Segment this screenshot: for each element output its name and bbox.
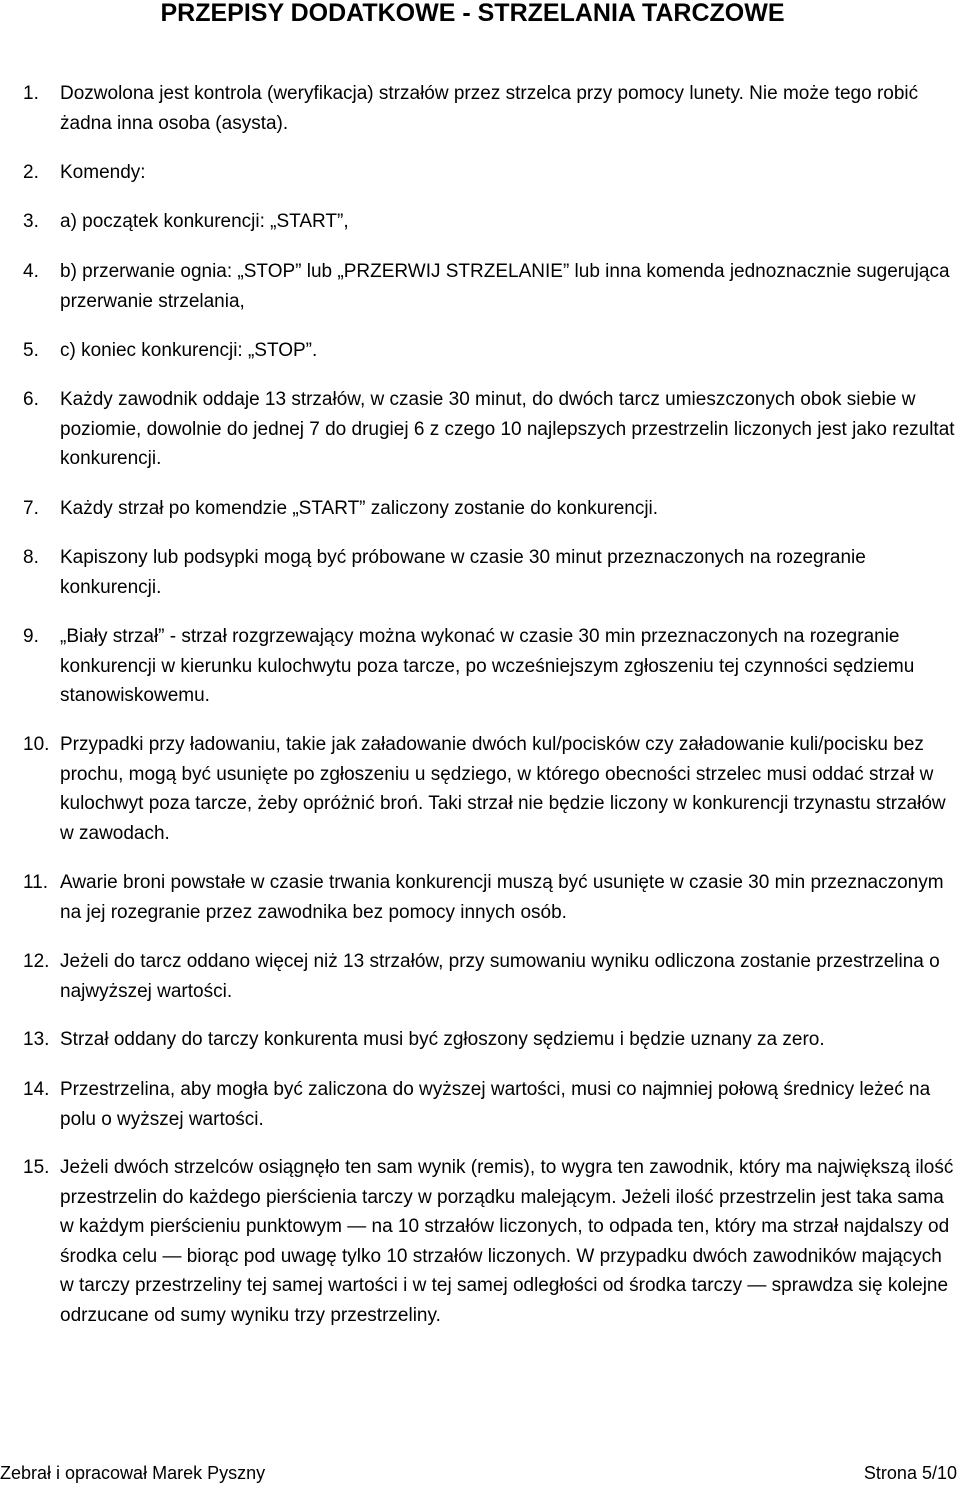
rule-item-6 <box>23 385 958 474</box>
rule-item-14 <box>23 1075 958 1134</box>
rule-number: 11. <box>23 872 49 893</box>
rule-number: 13. <box>23 1029 50 1050</box>
rule-number: 12. <box>23 951 50 972</box>
rule-text: b) przerwanie ognia: „STOP” lub „PRZERWIJ STRZELANIE” lub inna komenda jednoznacznie sugerująca przerwanie strzelania, <box>60 261 950 312</box>
rule-text: Dozwolona jest kontrola (weryfikacja) strzałów przez strzelca przy pomocy lunety. Nie może tego robić żadna inna osoba (asysta). <box>60 83 919 134</box>
rule-text: „Biały strzał” - strzał rozgrzewający można wykonać w czasie 30 min przeznaczonych na rozegranie konkurencji w kierunku kulochwytu poza tarcze, po wcześniejszym zgłoszeniu tej czynności sędziemu stanowiskowemu. <box>60 626 915 706</box>
rule-text: Przypadki przy ładowaniu, takie jak załadowanie dwóch kul/pocisków czy załadowanie kuli/pocisku bez prochu, mogą być usunięte po zgłoszeniu u sędziego, w którego obecności strzelec musi oddać strzał w kulochwyt poza tarcze, żeby opróżnić broń. Taki strzał nie będzie liczony w konkurencji trzynastu strzałów w zawodach. <box>60 734 946 844</box>
rule-text: Strzał oddany do tarczy konkurenta musi być zgłoszony sędziemu i będzie uznany za zero. <box>60 1029 825 1050</box>
rule-item-15 <box>23 1153 958 1330</box>
rule-text: Jeżeli dwóch strzelców osiągnęło ten sam wynik (remis), to wygra ten zawodnik, który ma największą ilość przestrzelin do każdego pierścienia tarczy w porządku malejącym. Jeżeli ilość przestrzelin jest taka sama w każdym pierścieniu punktowym — na 10 strzałów liczonych, to odpada ten, który ma strzał najdalszy od środka celu — biorąc pod uwagę tylko 10 strzałów liczonych. W przypadku dwóch zawodników mających w tarczy przestrzeliny tej samej wartości i w tej samej odległości od środka tarczy — sprawdza się kolejne odrzucane od sumy wyniku trzy przestrzeliny. <box>60 1157 954 1326</box>
rule-number: 6. <box>23 389 39 410</box>
rule-text: Każdy zawodnik oddaje 13 strzałów, w czasie 30 minut, do dwóch tarcz umieszczonych obok siebie w poziomie, dowolnie do jednej 7 do drugiej 6 z czego 10 najlepszych przestrzelin liczonych jest jako rezultat konkurencji. <box>60 389 955 469</box>
rule-item-5 <box>23 336 958 366</box>
rule-item-4 <box>23 257 958 316</box>
document-title: PRZEPISY DODATKOWE - STRZELANIA TARCZOWE <box>160 0 785 27</box>
footer-author: Zebrał i opracował Marek Pyszny <box>0 1463 266 1483</box>
rule-number: 3. <box>23 211 39 232</box>
rule-text: Przestrzelina, aby mogła być zaliczona do wyższej wartości, musi co najmniej połową średnicy leżeć na polu o wyższej wartości. <box>60 1079 931 1130</box>
footer-page-number: Strona 5/10 <box>863 1463 957 1483</box>
rule-text: Awarie broni powstałe w czasie trwania konkurencji muszą być usunięte w czasie 30 min przeznaczonym na jej rozegranie przez zawodnika bez pomocy innych osób. <box>60 872 944 923</box>
rule-item-12 <box>23 947 958 1006</box>
rule-number: 4. <box>23 261 39 282</box>
rule-number: 10. <box>23 734 50 755</box>
rule-text: Każdy strzał po komendzie „START” zaliczony zostanie do konkurencji. <box>60 498 659 519</box>
rule-number: 2. <box>23 162 39 183</box>
rule-number: 5. <box>23 340 39 361</box>
rule-item-1 <box>23 79 958 138</box>
rule-number: 7. <box>23 498 39 519</box>
rule-text: Jeżeli do tarcz oddano więcej niż 13 strzałów, przy sumowaniu wyniku odliczona zostanie przestrzelina o najwyższej wartości. <box>60 951 940 1002</box>
rule-item-10 <box>23 730 958 848</box>
rule-item-13 <box>23 1025 958 1055</box>
rule-number: 9. <box>23 626 39 647</box>
rule-item-8 <box>23 543 958 602</box>
rule-number: 1. <box>23 83 39 104</box>
rule-item-11 <box>23 868 958 927</box>
rule-item-7 <box>23 494 958 524</box>
rule-text: c) koniec konkurencji: „STOP”. <box>60 340 318 361</box>
rule-number: 14. <box>23 1079 50 1100</box>
rule-number: 8. <box>23 547 39 568</box>
rule-number: 15. <box>23 1157 50 1178</box>
rule-text: Kapiszony lub podsypki mogą być próbowane w czasie 30 minut przeznaczonych na rozegranie konkurencji. <box>60 547 866 598</box>
rule-item-3 <box>23 207 958 237</box>
rule-text: Komendy: <box>60 162 146 183</box>
rule-item-9 <box>23 622 958 711</box>
rule-text: a) początek konkurencji: „START”, <box>60 211 349 232</box>
rule-item-2 <box>23 158 958 188</box>
